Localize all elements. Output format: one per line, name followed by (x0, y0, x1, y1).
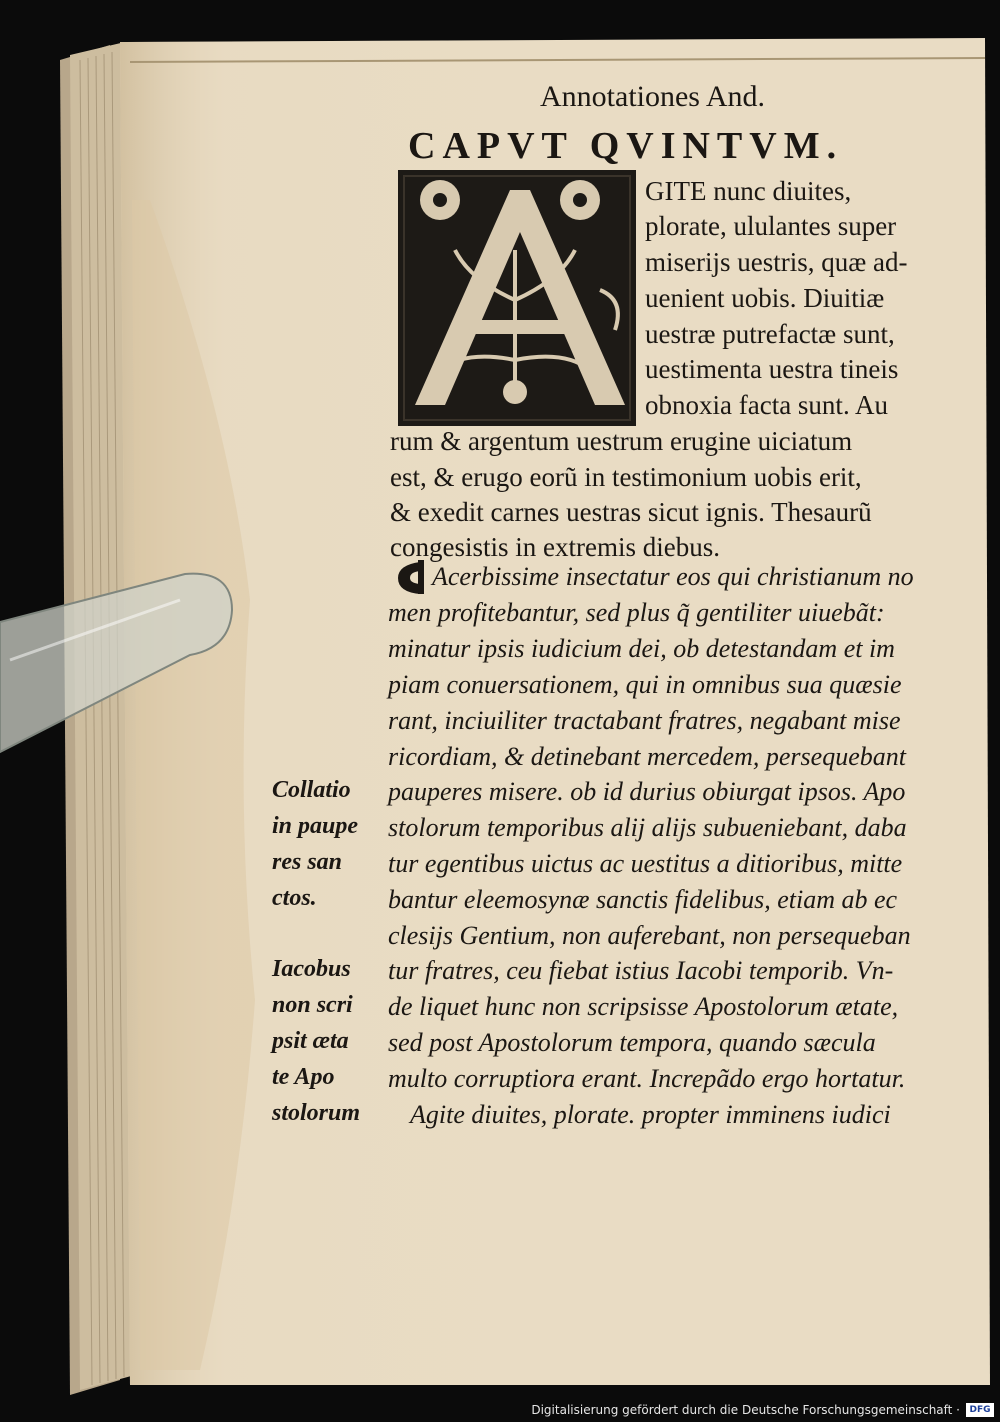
margin-note: non scri (272, 992, 353, 1018)
main-text-line: congesistis in extremis diebus. (390, 532, 720, 562)
margin-note: in paupe (272, 813, 359, 839)
commentary-line: tur egentibus uictus ac uestitus a ditioribus, mitte (388, 849, 903, 878)
commentary-line: clesijs Gentium, non auferebant, non persequeban (388, 921, 911, 950)
margin-note: stolorum (272, 1100, 361, 1126)
margin-note: Iacobus (272, 956, 351, 982)
margin-note: psit æta (272, 1028, 349, 1054)
margin-note: te Apo (272, 1064, 335, 1090)
main-text-line: uestimenta uestra tineis (645, 354, 899, 384)
commentary-line: ricordiam, & detinebant mercedem, persequebant (388, 742, 906, 771)
commentary-line: sed post Apostolorum tempora, quando sæcula (388, 1028, 876, 1057)
main-text-line: & exedit carnes uestras sicut ignis. Thesaurũ (390, 497, 872, 527)
dfg-logo: DFG (966, 1403, 994, 1417)
commentary-line: minatur ipsis iudicium dei, ob detestandam et im (388, 634, 895, 663)
commentary-line: men profitebantur, sed plus q̃ gentiliter uiuebãt: (388, 598, 885, 627)
margin-note: Collatio (272, 777, 351, 803)
commentary-line: piam conuersationem, qui in omnibus sua quæsie (388, 670, 902, 699)
main-text-line: obnoxia facta sunt. Au (645, 390, 888, 420)
footer-bar (0, 1400, 1000, 1422)
decorated-initial-letter (398, 170, 636, 426)
commentary-line: pauperes misere. ob id durius obiurgat ipsos. Apo (388, 777, 906, 806)
main-text-line: uenient uobis. Diuitiæ (645, 283, 885, 313)
main-text-line: plorate, ululantes super (645, 211, 897, 241)
commentary-line: Acerbissime insectatur eos qui christianum no (432, 562, 914, 591)
commentary-line: Agite diuites, plorate. propter imminens iudici (410, 1100, 891, 1129)
running-head: Annotationes And. (540, 80, 765, 113)
margin-note: ctos. (272, 885, 317, 911)
funding-credit: Digitalisierung gefördert durch die Deutsche Forschungsgemeinschaft · (531, 1403, 960, 1417)
chapter-title: CAPVT QVINTVM. (408, 125, 844, 167)
commentary-line: bantur eleemosynæ sanctis fidelibus, etiam ab ec (388, 885, 898, 914)
main-text-line: est, & erugo eorũ in testimonium uobis erit, (390, 462, 862, 492)
main-text-line: uestræ putrefactæ sunt, (645, 319, 895, 349)
commentary-line: tur fratres, ceu fiebat istius Iacobi temporib. Vn- (388, 956, 894, 985)
commentary-line: multo corruptiora erant. Increpãdo ergo hortatur. (388, 1064, 906, 1093)
main-text-line: rum & argentum uestrum erugine uiciatum (390, 426, 853, 456)
main-text-line: miserijs uestris, quæ ad- (645, 247, 908, 277)
commentary-line: stolorum temporibus alij alijs subueniebant, daba (388, 813, 907, 842)
commentary-line: de liquet hunc non scripsisse Apostolorum ætate, (388, 992, 899, 1021)
commentary-line: rant, inciuiliter tractabant fratres, negabant mise (388, 706, 901, 735)
margin-note: res san (272, 849, 343, 875)
main-text-line: GITE nunc diuites, (645, 176, 852, 206)
